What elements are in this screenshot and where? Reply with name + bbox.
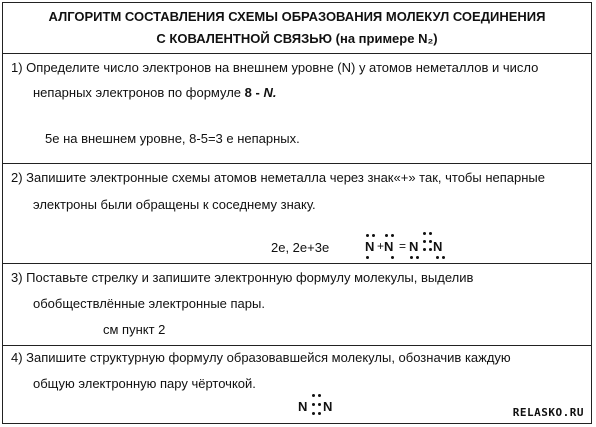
electron-dot xyxy=(318,394,321,397)
electron-dot xyxy=(410,256,413,259)
electron-dot xyxy=(366,234,369,237)
step-4-instruction-line-2: общую электронную пару чёрточкой. xyxy=(33,376,256,391)
table-title-line-1: АЛГОРИТМ СОСТАВЛЕНИЯ СХЕМЫ ОБРАЗОВАНИЯ МОЛЕКУЛ СОЕДИНЕНИЯ xyxy=(48,9,546,24)
electron-dot xyxy=(416,256,419,259)
step-2-lewis-scheme xyxy=(363,228,453,260)
step-2-note: 2е, 2е+3е xyxy=(271,240,330,255)
step-1-formula-number: 8 - xyxy=(244,85,264,100)
algorithm-table xyxy=(2,2,592,424)
step-1-row xyxy=(3,54,591,164)
scheme-atom-3: N xyxy=(409,239,419,254)
table-header xyxy=(3,3,591,54)
electron-dot xyxy=(429,240,432,243)
formula-atom-1: N xyxy=(298,399,308,414)
electron-dot xyxy=(318,403,321,406)
formula-atom-2: N xyxy=(323,399,333,414)
electron-dot xyxy=(436,256,439,259)
electron-dot xyxy=(312,412,315,415)
electron-dot xyxy=(423,240,426,243)
electron-dot xyxy=(312,403,315,406)
step-4-instruction-line-1: 4) Запишите структурную формулу образовавшейся молекулы, обозначив каждую xyxy=(11,350,511,365)
step-3-instruction-line-1: 3) Поставьте стрелку и запишите электронную формулу молекулы, выделив xyxy=(11,270,474,285)
step-3-instruction-line-2: обобществлённые электронные пары. xyxy=(33,296,265,311)
electron-dot xyxy=(429,248,432,251)
step-1-note: 5е на внешнем уровне, 8-5=3 е непарных. xyxy=(45,131,300,146)
scheme-plus: + xyxy=(377,239,385,253)
step-4-row xyxy=(3,346,591,425)
step-1-instruction-text: непарных электронов по формуле xyxy=(33,85,245,100)
electron-dot xyxy=(423,248,426,251)
scheme-atom-1: N xyxy=(365,239,375,254)
electron-dot xyxy=(391,234,394,237)
step-3-note: см пункт 2 xyxy=(103,322,166,337)
electron-dot xyxy=(372,234,375,237)
step-1-instruction-line-1: 1) Определите число электронов на внешнем уровне (N) у атомов неметаллов и число xyxy=(11,60,539,75)
electron-dot xyxy=(429,232,432,235)
step-1-formula-variable: N. xyxy=(263,85,277,100)
electron-dot xyxy=(442,256,445,259)
electron-dot xyxy=(318,412,321,415)
step-3-row xyxy=(3,264,591,346)
electron-dot xyxy=(423,232,426,235)
step-2-row xyxy=(3,164,591,264)
step-2-instruction-line-1: 2) Запишите электронные схемы атомов неметалла через знак«+» так, чтобы непарные xyxy=(11,170,545,185)
electron-dot xyxy=(391,256,394,259)
scheme-atom-4: N xyxy=(433,239,443,254)
electron-dot xyxy=(366,256,369,259)
scheme-atom-2: N xyxy=(384,239,394,254)
electron-dot xyxy=(312,394,315,397)
scheme-equals: = xyxy=(399,239,407,253)
step-2-instruction-line-2: электроны были обращены к соседнему знаку. xyxy=(33,197,316,212)
table-title-line-2: С КОВАЛЕНТНОЙ СВЯЗЬЮ (на примере N₂) xyxy=(156,31,438,46)
step-1-instruction-line-2 xyxy=(33,85,276,100)
site-watermark: RELASKO.RU xyxy=(512,406,584,419)
step-4-structural-formula xyxy=(297,392,337,418)
electron-dot xyxy=(385,234,388,237)
